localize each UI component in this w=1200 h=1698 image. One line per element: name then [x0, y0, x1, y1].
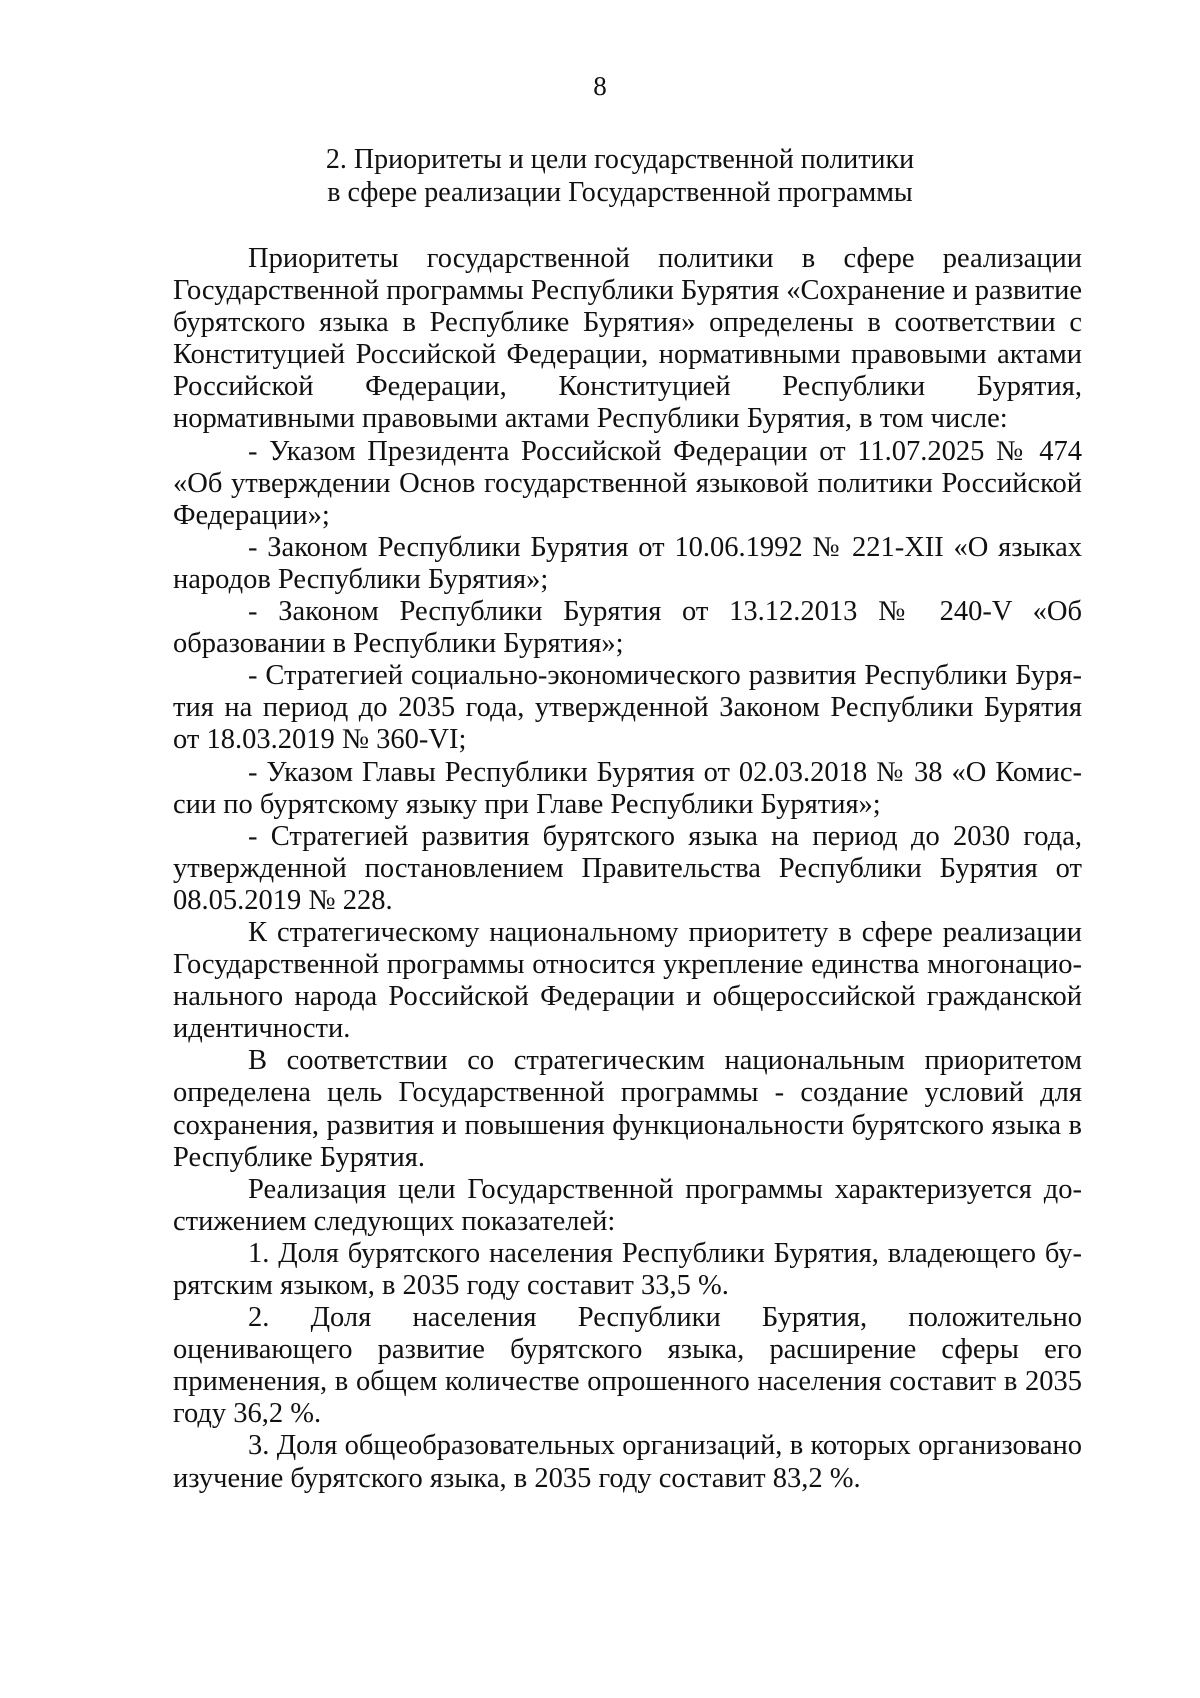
paragraph-decree-president: - Указом Президента Российской Федерации от 11.07.2025 № 474 «Об утверждении Основ государственной языковой политики Российской Федерации»; — [173, 435, 1082, 531]
paragraph-law-education: - Законом Республики Бурятия от 13.12.2013 № 240-V «Об образовании в Республики Бурятия»; — [173, 596, 1082, 660]
paragraph-strategy-socioeconomic: - Стратегией социально-экономического развития Республики Бурятия на период до 2035 года, утвержденной Законом Республики Бурятия от 18.03.2019 № 360-VI; — [173, 660, 1082, 756]
paragraph-priorities-intro: Приоритеты государственной политики в сфере реализации Государственной программы Республики Бурятия «Сохранение и развитие бурятского языка в Республике Бурятия» определены в соответствии с Конституцией Российской Федерации, нормативными правовыми актами Российской Федерации, Конституцией Республики Бурятия, нормативными правовыми актами Республики Бурятия, в том числе: — [173, 243, 1082, 435]
paragraph-program-goal: В соответствии со стратегическим национальным приоритетом определена цель Государственной программы - создание условий для сохранения, развития и повышения функциональности бурятского языка в Республике Бурятия. — [173, 1045, 1082, 1173]
body-text — [173, 243, 1082, 1495]
paragraph-law-languages: - Законом Республики Бурятия от 10.06.1992 № 221-XII «О языках народов Республики Бурятия»; — [173, 531, 1082, 595]
paragraph-national-priority: К стратегическому национальному приоритету в сфере реализации Государственной программы относится укрепление единства многонационального народа Российской Федерации и общероссийской гражданской идентичности. — [173, 916, 1082, 1045]
paragraph-strategy-language: - Стратегией развития бурятского языка на период до 2030 года, утвержденной постановлением Правительства Республики Бурятия от 08.05.2019 № 228. — [173, 820, 1082, 916]
paragraph-indicator-2: 2. Доля населения Республики Бурятия, положительно оценивающего развитие бурятского языка, расширение сферы его применения, в общем количестве опрошенного населения составит в 2035 году 36,2 %. — [173, 1302, 1082, 1430]
section-heading — [170, 143, 1070, 209]
paragraph-indicators-intro: Реализация цели Государственной программы характеризуется достижением следующих показателей: — [173, 1173, 1082, 1237]
paragraph-decree-head: - Указом Главы Республики Бурятия от 02.03.2018 № 38 «О Комиссии по бурятскому языку при Главе Республики Бурятия»; — [173, 756, 1082, 820]
section-heading-line-1: 2. Приоритеты и цели государственной политики — [325, 144, 915, 175]
page-number: 8 — [593, 71, 607, 101]
paragraph-indicator-3: 3. Доля общеобразовательных организаций, в которых организовано изучение бурятского языка, в 2035 году составит 83,2 %. — [173, 1430, 1082, 1494]
section-heading-line-2: в сфере реализации Государственной программы — [327, 177, 913, 208]
paragraph-indicator-1: 1. Доля бурятского населения Республики Бурятия, владеющего бурятским языком, в 2035 году составит 33,5 %. — [173, 1237, 1082, 1301]
